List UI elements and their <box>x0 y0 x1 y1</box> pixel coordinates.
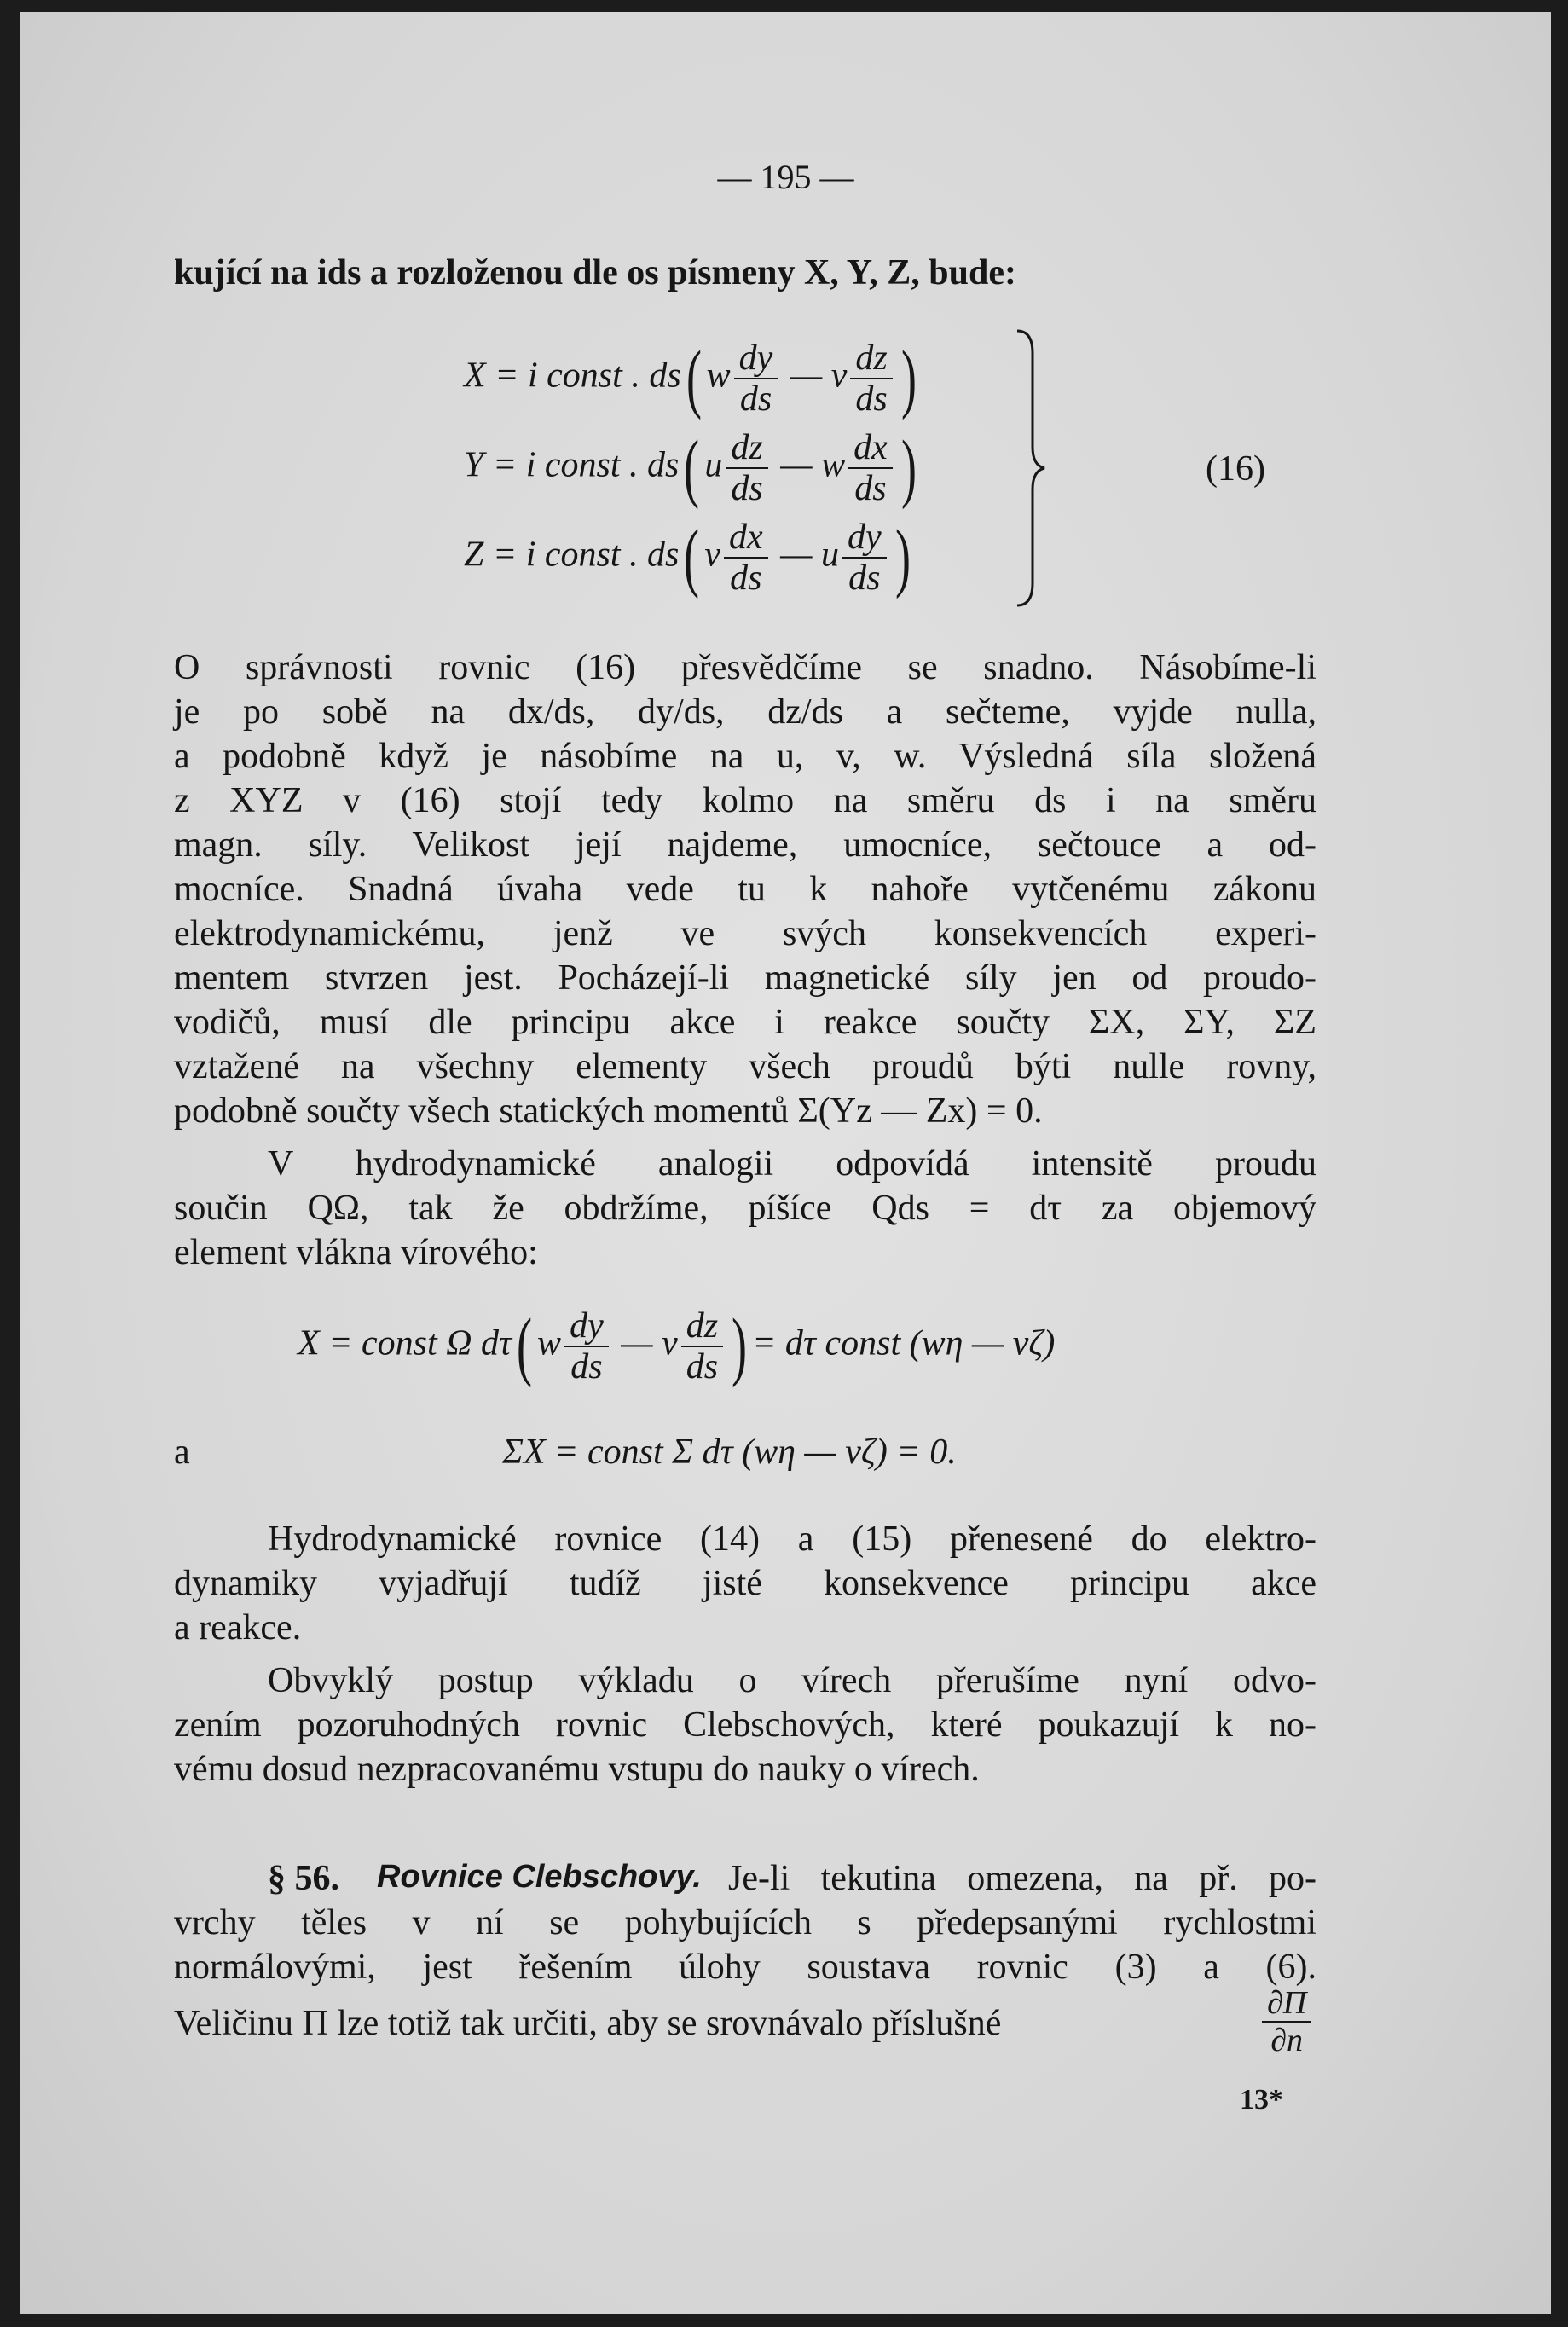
para1-line-10: vztažené na všechny elementy všech proudů býti nulle rovny, <box>174 1047 1316 1086</box>
para2-line-1: V hydrodynamické analogii odpovídá intensitě proudu <box>268 1144 1316 1184</box>
book-page <box>20 12 1551 2314</box>
para1-line-7: elektrodynamickému, jenž ve svých konsekvencích experi- <box>174 914 1316 953</box>
para1-line-11: podobně součty všech statických momentů Σ(Yz — Zx) = 0. <box>174 1091 1043 1131</box>
equation-sum-prefix: a <box>174 1433 190 1472</box>
para1-line-1: O správnosti rovnic (16) přesvědčíme se snadno. Násobíme-li <box>174 648 1316 687</box>
para4-line-3: vému dosud nezpracovanému vstupu do nauky o vírech. <box>174 1750 980 1789</box>
right-brace <box>1014 327 1048 609</box>
para3-line-1: Hydrodynamické rovnice (14) a (15) přenesené do elektro- <box>268 1519 1316 1559</box>
para3-line-3: a reakce. <box>174 1608 302 1647</box>
para1-line-2: je po sobě na dx/ds, dy/ds, dz/ds a sečteme, vyjde nulla, <box>174 692 1316 732</box>
para4-line-2: zením pozoruhodných rovnic Clebschových, které poukazují k no- <box>174 1705 1316 1745</box>
equation-hydro: X = const Ω dτ( w $\frac{dy}{ds}$ — v $\frac{dz}{ds}$ ) = dτ const (wη — vζ) <box>298 1304 1056 1388</box>
section-mark: § 56. <box>268 1859 339 1898</box>
para1-line-3: a podobně když je násobíme na u, v, w. Výsledná síla složená <box>174 737 1316 776</box>
partial-fraction: $\frac{\partial\Pi}{\partial n}$ <box>1258 1987 1315 2057</box>
para4-line-1: Obvyklý postup výkladu o vírech přerušíme nyní odvo- <box>268 1661 1316 1700</box>
section-line-1: Je-li tekutina omezena, na př. po- <box>728 1859 1316 1898</box>
para1-line-5: magn. síly. Velikost její najdeme, umocníce, sečtouce a od- <box>174 825 1316 865</box>
para2-line-2: součin QΩ, tak že obdržíme, píšíce Qds = dτ za objemový <box>174 1189 1316 1228</box>
para2-line-3: element vlákna vírového: <box>174 1233 538 1272</box>
equation-16-label: (16) <box>1206 449 1265 489</box>
section-line-3: normálovými, jest řešením úlohy soustava rovnic (3) a (6). <box>174 1948 1316 1987</box>
section-line-4: Veličinu Π lze totiž tak určiti, aby se srovnávalo příslušné <box>174 2004 1002 2043</box>
signature-mark: 13* <box>1240 2084 1283 2116</box>
equation-16-row-x: X = i const . ds( w $\frac{dy}{ds}$ — v $\frac{dz}{ds}$ ) <box>464 336 917 420</box>
section-line-2: vrchy těles v ní se pohybujících s předepsanými rychlostmi <box>174 1903 1316 1942</box>
page-number: — 195 — <box>717 158 854 196</box>
para1-line-4: z XYZ v (16) stojí tedy kolmo na směru ds i na směru <box>174 781 1316 820</box>
equation-sum: ΣX = const Σ dτ (wη — vζ) = 0. <box>502 1433 957 1472</box>
para1-line-9: vodičů, musí dle principu akce i reakce součty ΣX, ΣY, ΣZ <box>174 1003 1316 1042</box>
intro-line: kující na ids a rozloženou dle os písmeny X, Y, Z, bude: <box>174 253 1016 292</box>
equation-16-row-y: Y = i const . ds( u $\frac{dz}{ds}$ — w $\frac{dx}{ds}$ ) <box>464 425 917 510</box>
para1-line-6: mocníce. Snadná úvaha vede tu k nahoře vytčenému zákonu <box>174 870 1316 909</box>
para3-line-2: dynamiky vyjadřují tudíž jisté konsekvence principu akce <box>174 1564 1316 1603</box>
para1-line-8: mentem stvrzen jest. Pocházejí-li magnetické síly jen od proudo- <box>174 958 1316 998</box>
section-title: Rovnice Clebschovy. <box>377 1859 702 1895</box>
equation-16-row-z: Z = i const . ds( v $\frac{dx}{ds}$ — u $\frac{dy}{ds}$ ) <box>464 515 911 599</box>
